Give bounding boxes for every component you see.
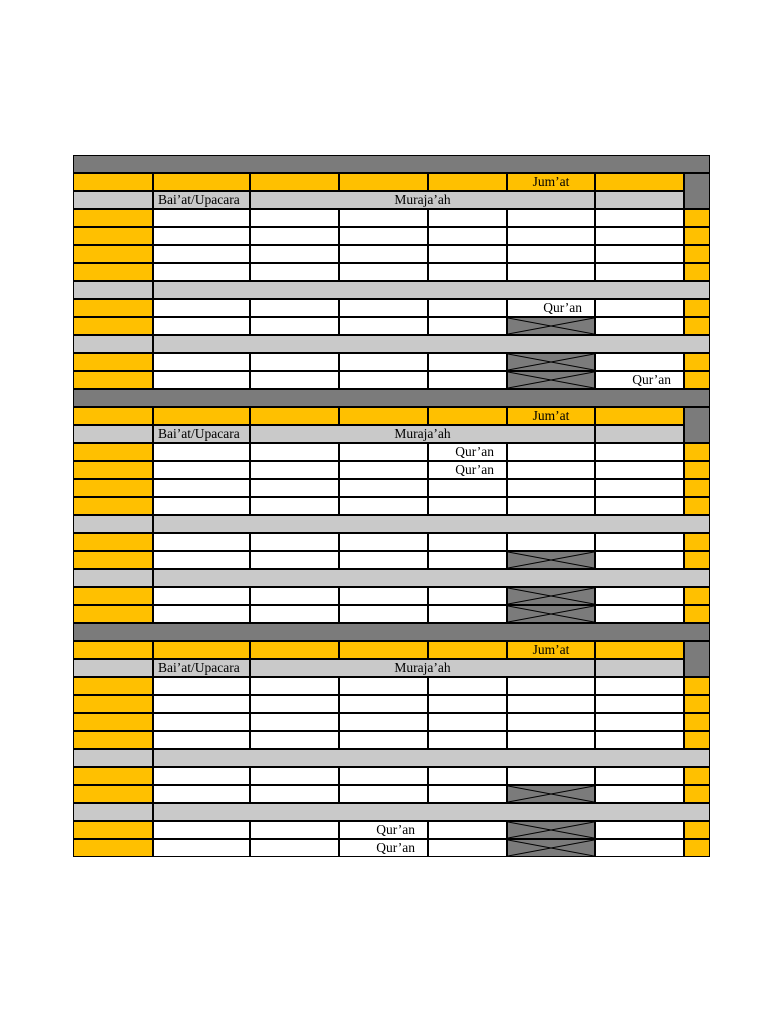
section-1-slot-cell[interactable] — [153, 209, 250, 227]
section-3-slot-cell[interactable] — [250, 713, 339, 731]
section-1-slot-cell[interactable] — [250, 317, 339, 335]
section-1-row-end — [684, 263, 710, 281]
section-3-grey-label — [73, 659, 153, 677]
section-2-slot-cell[interactable] — [250, 587, 339, 605]
section-2-day-header — [153, 407, 250, 425]
section-2-divider-bar — [153, 515, 710, 533]
section-3-slot-cell[interactable] — [250, 731, 339, 749]
section-1-slot-cell[interactable] — [339, 263, 428, 281]
section-2-slot-cell[interactable] — [507, 443, 595, 461]
section-2-slot-cell[interactable] — [595, 443, 684, 461]
section-3-slot-cell[interactable] — [428, 821, 507, 839]
section-1-divider-label — [73, 281, 153, 299]
section-1-slot-cell[interactable] — [250, 299, 339, 317]
header-friday-label: Jum’at — [532, 174, 570, 189]
section-2-crossed-cell — [507, 551, 595, 569]
section-2-slot-cell[interactable] — [428, 443, 507, 461]
section-1-slot-cell[interactable] — [250, 209, 339, 227]
section-2-slot-cell[interactable] — [595, 479, 684, 497]
section-1-row-label — [73, 299, 153, 317]
section-3-slot-cell[interactable] — [595, 731, 684, 749]
section-3-slot-cell[interactable] — [153, 821, 250, 839]
section-3-slot-cell[interactable] — [507, 677, 595, 695]
section-1-slot-cell[interactable] — [339, 227, 428, 245]
baiat-upacara-label: Bai’at/Upacara — [158, 192, 240, 207]
section-2-slot-cell[interactable] — [428, 551, 507, 569]
section-1-divider-bar — [153, 281, 710, 299]
section-3-row-label — [73, 821, 153, 839]
section-3-slot-cell[interactable] — [250, 821, 339, 839]
section-3-slot-cell[interactable] — [595, 785, 684, 803]
section-3-crossed-cell — [507, 821, 595, 839]
quran-label: Qur’an — [455, 462, 494, 477]
section-2-slot-cell[interactable] — [339, 461, 428, 479]
section-3-slot-cell[interactable] — [153, 785, 250, 803]
murajaah-label: Muraja’ah — [394, 192, 451, 207]
section-3-divider-label — [73, 803, 153, 821]
section-3-row-end — [684, 731, 710, 749]
section-2-title-bar — [73, 389, 710, 407]
section-3-slot-cell[interactable] — [507, 695, 595, 713]
section-2-divider-label — [73, 515, 153, 533]
section-2-slot-cell[interactable] — [250, 443, 339, 461]
quran-label: Qur’an — [376, 840, 415, 855]
quran-label: Qur’an — [543, 300, 582, 315]
section-2-row-end — [684, 461, 710, 479]
section-2-row-label — [73, 479, 153, 497]
section-3-slot-cell[interactable] — [153, 839, 250, 857]
section-1-day-header — [153, 173, 250, 191]
section-3-slot-cell[interactable] — [250, 785, 339, 803]
section-1-slot-cell[interactable] — [428, 317, 507, 335]
section-1-divider-label — [73, 335, 153, 353]
section-3-slot-cell[interactable] — [250, 677, 339, 695]
section-3-slot-cell[interactable] — [153, 767, 250, 785]
section-3-day-header — [73, 641, 153, 659]
section-3-row-label — [73, 785, 153, 803]
baiat-upacara-label: Bai’at/Upacara — [158, 660, 240, 675]
section-3-slot-cell[interactable] — [250, 695, 339, 713]
section-3-slot-cell[interactable] — [339, 785, 428, 803]
section-3-slot-cell[interactable] — [153, 677, 250, 695]
section-1-slot-cell[interactable] — [339, 209, 428, 227]
section-3-row-end — [684, 695, 710, 713]
section-3-row-end — [684, 785, 710, 803]
section-2-slot-cell[interactable] — [428, 497, 507, 515]
section-2-grey-label — [73, 425, 153, 443]
section-2-slot-cell[interactable] — [250, 533, 339, 551]
section-2-slot-cell[interactable] — [507, 461, 595, 479]
section-1-slot-cell[interactable] — [250, 263, 339, 281]
baiat-upacara-label: Bai’at/Upacara — [158, 426, 240, 441]
section-2-row-label — [73, 497, 153, 515]
section-2-slot-cell[interactable] — [428, 533, 507, 551]
section-1-grey-end — [595, 191, 684, 209]
section-1-row-label — [73, 263, 153, 281]
section-1-slot-cell[interactable] — [339, 299, 428, 317]
section-1-slot-cell[interactable] — [250, 353, 339, 371]
section-3-slot-cell[interactable] — [507, 713, 595, 731]
section-3-row-end — [684, 821, 710, 839]
section-2-row-end — [684, 443, 710, 461]
section-3-slot-cell[interactable] — [339, 767, 428, 785]
section-3-day-header — [428, 641, 507, 659]
section-2-slot-cell[interactable] — [250, 497, 339, 515]
section-2-day-header — [250, 407, 339, 425]
section-1-slot-cell[interactable] — [595, 245, 684, 263]
section-2-slot-cell[interactable] — [595, 533, 684, 551]
section-3-corner-cell — [684, 641, 710, 677]
quran-label: Qur’an — [632, 372, 671, 387]
section-1-slot-cell[interactable] — [428, 371, 507, 389]
section-2-slot-cell[interactable] — [153, 587, 250, 605]
section-1-slot-cell[interactable] — [507, 209, 595, 227]
section-2-slot-cell[interactable] — [507, 479, 595, 497]
section-1-slot-cell[interactable] — [339, 371, 428, 389]
section-3-slot-cell[interactable] — [339, 731, 428, 749]
cross-mark — [508, 354, 594, 370]
section-2-row-label — [73, 605, 153, 623]
section-1-day-header — [428, 173, 507, 191]
section-2-row-end — [684, 605, 710, 623]
section-3-row-end — [684, 767, 710, 785]
section-2-slot-cell[interactable] — [428, 605, 507, 623]
section-1-slot-cell[interactable] — [595, 227, 684, 245]
section-1-slot-cell[interactable] — [250, 245, 339, 263]
section-3-row-label — [73, 713, 153, 731]
section-3-slot-cell[interactable] — [153, 713, 250, 731]
section-2-crossed-cell — [507, 587, 595, 605]
section-3-slot-cell[interactable] — [428, 839, 507, 857]
section-2-day-header — [73, 407, 153, 425]
section-3-day-header — [153, 641, 250, 659]
section-1-slot-cell[interactable] — [153, 299, 250, 317]
section-3-slot-cell[interactable] — [153, 695, 250, 713]
section-1-slot-cell[interactable] — [153, 353, 250, 371]
section-1-row-end — [684, 209, 710, 227]
section-3-day-header — [339, 641, 428, 659]
section-1-slot-cell[interactable] — [595, 317, 684, 335]
section-2-slot-cell[interactable] — [339, 605, 428, 623]
section-3-slot-cell[interactable] — [595, 767, 684, 785]
cross-mark — [508, 822, 594, 838]
section-2-slot-cell[interactable] — [507, 533, 595, 551]
section-1-slot-cell[interactable] — [428, 245, 507, 263]
quran-label: Qur’an — [376, 822, 415, 837]
section-1-day-header — [595, 173, 684, 191]
section-1-day-header — [73, 173, 153, 191]
section-2-slot-cell[interactable] — [153, 533, 250, 551]
section-2-murajaah-cell — [250, 425, 595, 443]
section-3-day-header — [595, 641, 684, 659]
section-3-slot-cell[interactable] — [339, 713, 428, 731]
cross-mark — [508, 318, 594, 334]
cross-mark — [508, 786, 594, 802]
section-1-slot-cell[interactable] — [339, 317, 428, 335]
section-1-slot-cell[interactable] — [507, 245, 595, 263]
section-1-crossed-cell — [507, 317, 595, 335]
section-1-row-label — [73, 209, 153, 227]
section-2-slot-cell[interactable] — [595, 551, 684, 569]
cross-mark — [508, 606, 594, 622]
section-2-slot-cell[interactable] — [339, 533, 428, 551]
section-3-row-label — [73, 677, 153, 695]
section-2-slot-cell[interactable] — [428, 479, 507, 497]
section-1-slot-cell[interactable] — [507, 227, 595, 245]
section-1-row-end — [684, 299, 710, 317]
section-1-slot-cell[interactable] — [153, 227, 250, 245]
section-2-row-label — [73, 587, 153, 605]
section-3-slot-cell[interactable] — [595, 713, 684, 731]
section-2-corner-cell — [684, 407, 710, 443]
section-2-slot-cell[interactable] — [153, 497, 250, 515]
section-3-divider-label — [73, 749, 153, 767]
section-2-crossed-cell — [507, 605, 595, 623]
section-1-grey-label — [73, 191, 153, 209]
section-3-row-end — [684, 713, 710, 731]
section-3-day-header — [250, 641, 339, 659]
section-2-divider-label — [73, 569, 153, 587]
section-3-slot-cell[interactable] — [153, 731, 250, 749]
section-3-day-header — [507, 641, 595, 659]
section-1-row-label — [73, 371, 153, 389]
section-1-row-label — [73, 227, 153, 245]
section-2-row-label — [73, 551, 153, 569]
section-1-title-bar — [73, 155, 710, 173]
section-1-baiat-cell — [153, 191, 250, 209]
section-2-slot-cell[interactable] — [339, 551, 428, 569]
section-1-slot-cell[interactable] — [428, 263, 507, 281]
header-friday-label: Jum’at — [532, 642, 570, 657]
murajaah-label: Muraja’ah — [394, 660, 451, 675]
section-1-slot-cell[interactable] — [153, 371, 250, 389]
section-2-slot-cell[interactable] — [595, 605, 684, 623]
section-2-row-label — [73, 533, 153, 551]
section-1-day-header — [250, 173, 339, 191]
quran-label: Qur’an — [455, 444, 494, 459]
section-1-day-header — [339, 173, 428, 191]
section-3-divider-bar — [153, 803, 710, 821]
section-1-slot-cell[interactable] — [428, 227, 507, 245]
section-3-slot-cell[interactable] — [428, 785, 507, 803]
section-3-crossed-cell — [507, 839, 595, 857]
schedule-sheet — [73, 155, 710, 859]
section-1-day-header — [507, 173, 595, 191]
section-2-day-header — [339, 407, 428, 425]
section-3-row-label — [73, 767, 153, 785]
section-2-slot-cell[interactable] — [595, 461, 684, 479]
section-2-slot-cell[interactable] — [153, 461, 250, 479]
section-3-crossed-cell — [507, 785, 595, 803]
section-2-row-end — [684, 551, 710, 569]
murajaah-label: Muraja’ah — [394, 426, 451, 441]
section-1-crossed-cell — [507, 371, 595, 389]
section-3-row-end — [684, 677, 710, 695]
cross-mark — [508, 840, 594, 856]
section-2-slot-cell[interactable] — [339, 587, 428, 605]
section-3-slot-cell[interactable] — [507, 731, 595, 749]
section-2-day-header — [428, 407, 507, 425]
section-2-row-label — [73, 443, 153, 461]
section-3-slot-cell[interactable] — [339, 839, 428, 857]
section-1-slot-cell[interactable] — [153, 263, 250, 281]
section-1-row-end — [684, 317, 710, 335]
section-2-slot-cell[interactable] — [250, 605, 339, 623]
section-2-grey-end — [595, 425, 684, 443]
section-3-slot-cell[interactable] — [250, 767, 339, 785]
section-3-slot-cell[interactable] — [595, 677, 684, 695]
section-1-row-end — [684, 227, 710, 245]
section-3-slot-cell[interactable] — [428, 767, 507, 785]
section-1-slot-cell[interactable] — [250, 371, 339, 389]
section-3-row-label — [73, 839, 153, 857]
section-1-slot-cell[interactable] — [428, 299, 507, 317]
section-1-slot-cell[interactable] — [339, 353, 428, 371]
section-1-slot-cell[interactable] — [595, 371, 684, 389]
section-2-slot-cell[interactable] — [595, 497, 684, 515]
section-1-corner-cell — [684, 173, 710, 209]
section-2-day-header — [595, 407, 684, 425]
section-2-slot-cell[interactable] — [507, 497, 595, 515]
section-3-baiat-cell — [153, 659, 250, 677]
section-3-slot-cell[interactable] — [339, 821, 428, 839]
section-1-slot-cell[interactable] — [595, 209, 684, 227]
section-1-slot-cell[interactable] — [428, 209, 507, 227]
section-2-slot-cell[interactable] — [250, 551, 339, 569]
section-2-slot-cell[interactable] — [153, 605, 250, 623]
section-2-slot-cell[interactable] — [339, 479, 428, 497]
section-2-slot-cell[interactable] — [153, 551, 250, 569]
section-2-slot-cell[interactable] — [595, 587, 684, 605]
section-1-slot-cell[interactable] — [507, 299, 595, 317]
section-1-row-end — [684, 371, 710, 389]
section-1-row-end — [684, 353, 710, 371]
section-3-title-bar — [73, 623, 710, 641]
section-2-slot-cell[interactable] — [428, 461, 507, 479]
section-1-row-label — [73, 317, 153, 335]
section-3-murajaah-cell — [250, 659, 595, 677]
section-3-slot-cell[interactable] — [250, 839, 339, 857]
section-2-slot-cell[interactable] — [153, 443, 250, 461]
section-1-slot-cell[interactable] — [153, 317, 250, 335]
section-3-grey-end — [595, 659, 684, 677]
section-2-row-label — [73, 461, 153, 479]
section-2-row-end — [684, 587, 710, 605]
section-2-slot-cell[interactable] — [339, 443, 428, 461]
section-1-divider-bar — [153, 335, 710, 353]
section-3-slot-cell[interactable] — [428, 713, 507, 731]
section-2-divider-bar — [153, 569, 710, 587]
section-1-slot-cell[interactable] — [153, 245, 250, 263]
section-1-row-end — [684, 245, 710, 263]
section-2-row-end — [684, 479, 710, 497]
section-3-slot-cell[interactable] — [428, 731, 507, 749]
section-3-row-label — [73, 731, 153, 749]
section-2-slot-cell[interactable] — [339, 497, 428, 515]
section-3-slot-cell[interactable] — [595, 821, 684, 839]
section-1-slot-cell[interactable] — [595, 263, 684, 281]
section-2-row-end — [684, 497, 710, 515]
section-1-slot-cell[interactable] — [428, 353, 507, 371]
section-3-slot-cell[interactable] — [595, 839, 684, 857]
cross-mark — [508, 372, 594, 388]
section-1-slot-cell[interactable] — [595, 353, 684, 371]
section-1-murajaah-cell — [250, 191, 595, 209]
section-2-row-end — [684, 533, 710, 551]
section-1-row-label — [73, 353, 153, 371]
section-2-baiat-cell — [153, 425, 250, 443]
section-1-crossed-cell — [507, 353, 595, 371]
section-1-row-label — [73, 245, 153, 263]
section-2-slot-cell[interactable] — [428, 587, 507, 605]
section-3-slot-cell[interactable] — [428, 695, 507, 713]
cross-mark — [508, 588, 594, 604]
cross-mark — [508, 552, 594, 568]
section-1-slot-cell[interactable] — [250, 227, 339, 245]
section-3-divider-bar — [153, 749, 710, 767]
section-3-row-label — [73, 695, 153, 713]
section-1-slot-cell[interactable] — [595, 299, 684, 317]
section-3-slot-cell[interactable] — [507, 767, 595, 785]
header-friday-label: Jum’at — [532, 408, 570, 423]
section-2-slot-cell[interactable] — [153, 479, 250, 497]
section-1-slot-cell[interactable] — [507, 263, 595, 281]
section-2-slot-cell[interactable] — [250, 461, 339, 479]
section-3-row-end — [684, 839, 710, 857]
section-2-day-header — [507, 407, 595, 425]
section-2-slot-cell[interactable] — [250, 479, 339, 497]
section-1-slot-cell[interactable] — [339, 245, 428, 263]
section-3-slot-cell[interactable] — [428, 677, 507, 695]
section-3-slot-cell[interactable] — [339, 695, 428, 713]
section-3-slot-cell[interactable] — [595, 695, 684, 713]
section-3-slot-cell[interactable] — [339, 677, 428, 695]
